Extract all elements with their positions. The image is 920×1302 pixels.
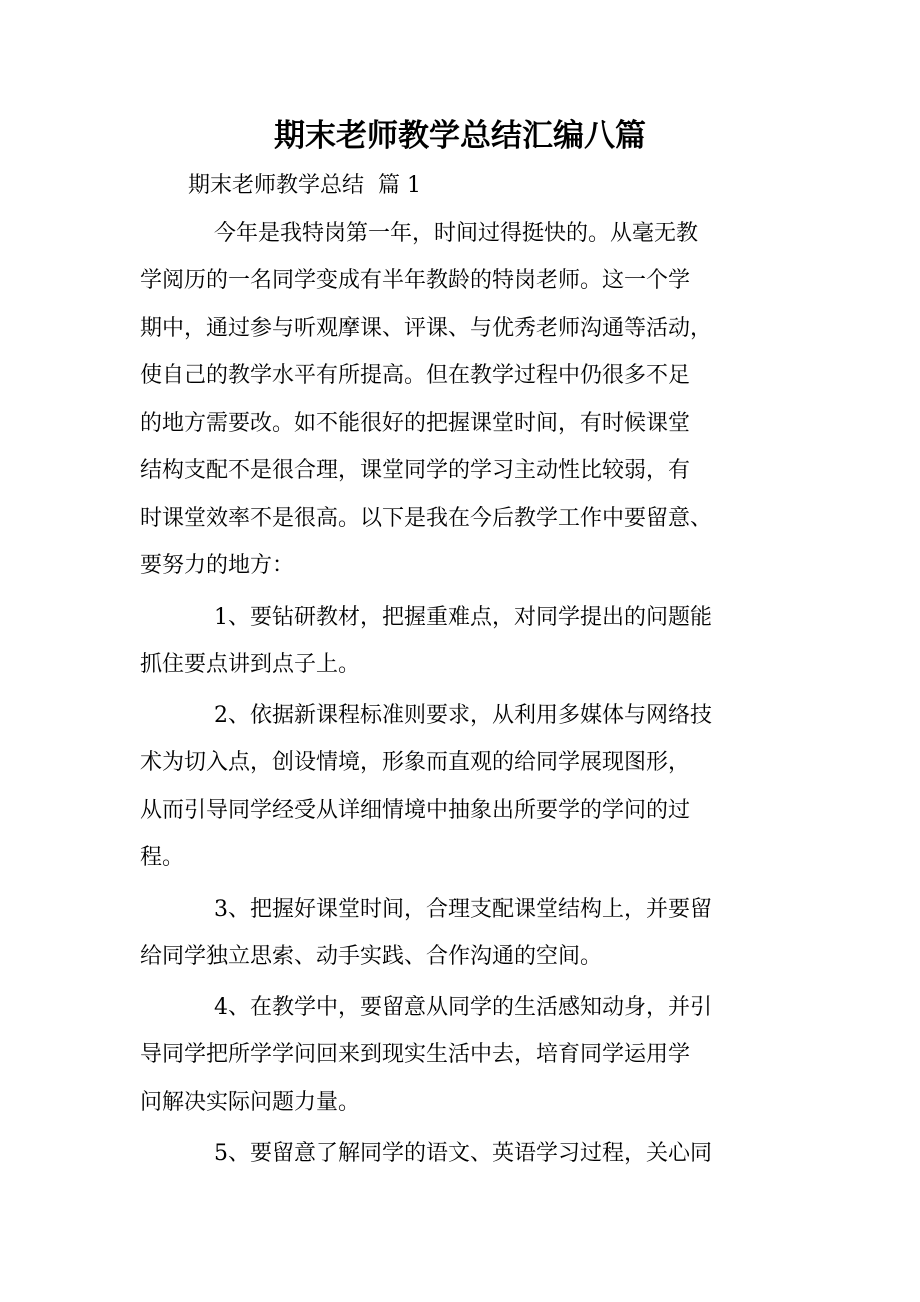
list-item-line: 术为切入点，创设情境，形象而直观的给同学展现图形， [140,750,691,775]
paragraph-line: 结构支配不是很合理，课堂同学的学习主动性比较弱，有 [140,458,691,483]
list-item-line: 3、把握好课堂时间，合理支配课堂结构上，并要留 [214,897,712,922]
list-item-line: 4、在教学中，要留意从同学的生活感知动身，并引 [214,995,712,1020]
list-item-line: 给同学独立思索、动手实践、合作沟通的空间。 [140,944,603,969]
paragraph-line: 的地方需要改。如不能很好的把握课堂时间，有时候课堂 [140,411,691,436]
paragraph-line: 时课堂效率不是很高。以下是我在今后教学工作中要留意、 [140,506,713,531]
list-item-line: 抓住要点讲到点子上。 [140,652,361,677]
list-item-line: 2、依据新课程标准则要求，从利用多媒体与网络技 [214,703,712,728]
list-item-line: 问解决实际问题力量。 [140,1090,361,1115]
list-item-line: 5、要留意了解同学的语文、英语学习过程，关心同 [214,1141,712,1166]
document-title: 期末老师教学总结汇编八篇 [274,118,646,154]
list-item-line: 导同学把所学学问回来到现实生活中去，培育同学运用学 [140,1042,691,1067]
paragraph-line: 使自己的教学水平有所提高。但在教学过程中仍很多不足 [140,363,691,388]
section-heading: 期末老师教学总结 篇 1 [188,173,421,198]
paragraph-line: 要努力的地方： [140,553,295,578]
list-item-line: 1、要钻研教材，把握重难点，对同学提出的问题能 [214,605,712,630]
list-item-line: 程。 [140,845,185,870]
paragraph-line: 期中，通过参与听观摩课、评课、与优秀老师沟通等活动， [140,316,713,341]
list-item-line: 从而引导同学经受从详细情境中抽象出所要学的学问的过 [140,798,691,823]
paragraph-line: 学阅历的一名同学变成有半年教龄的特岗老师。这一个学 [140,268,691,293]
paragraph-line: 今年是我特岗第一年，时间过得挺快的。从毫无教 [214,221,699,246]
